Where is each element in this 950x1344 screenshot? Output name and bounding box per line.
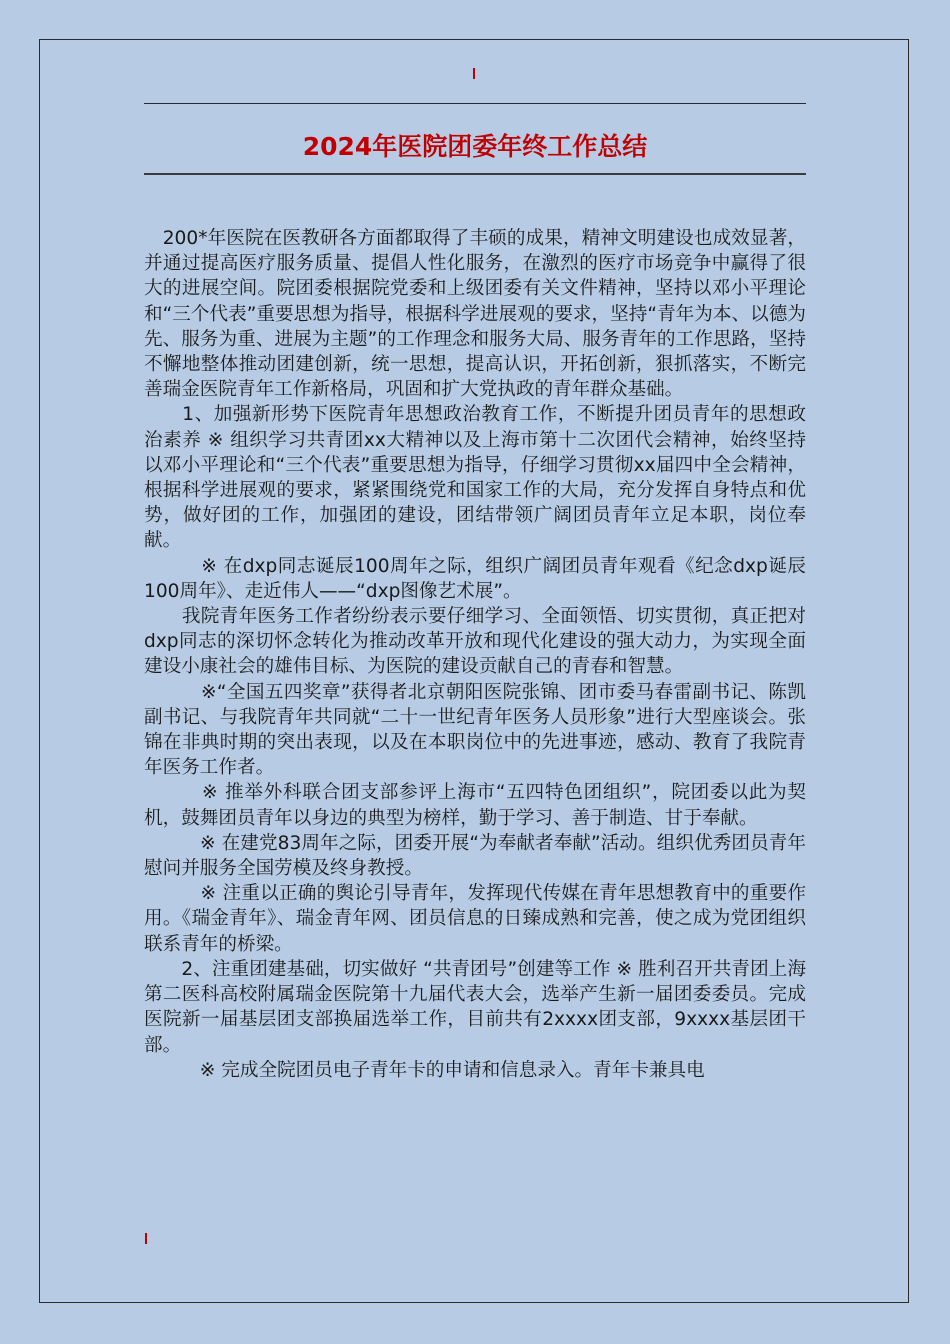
paragraph-section-1: 1、加强新形势下医院青年思想政治教育工作，不断提升团员青年的思想政治素养 ※ 组织学习共青团xx大精神以及上海市第十二次团代会精神，始终坚持以邓小平理论和“三个代表”重要思想为指导，仔细学习贯彻xx届四中全会精神，根据科学进展观的要求，紧紧围绕党和国家工作的大局，充分发挥自身特点和优势，做好团的工作，加强团的建设，团结带领广阔团员青年立足本职，岗位奉献。 <box>144 404 806 552</box>
document-title: 2024年医院团委年终工作总结 <box>302 132 648 161</box>
paragraph-bullet: ※ 推举外科联合团支部参评上海市“五四特色团组织”，院团委以此为契机，鼓舞团员青年以身边的典型为榜样，勤于学习、善于制造、甘于奉献。 <box>144 782 806 829</box>
paragraph-section-2: 2、注重团建基础，切实做好 “共青团号”创建等工作 ※ 胜利召开共青团上海第二医科高校附属瑞金医院第十九届代表大会，选举产生新一届团委委员。完成医院新一届基层团支部换届选举工作，目前共有2xxxx团支部，9xxxx基层团干部。 <box>144 958 806 1056</box>
paragraph-bullet: ※ 注重以正确的舆论引导青年，发挥现代传媒在青年思想教育中的重要作用。《瑞金青年》、瑞金青年网、团员信息的日臻成熟和完善，使之成为党团组织联系青年的桥梁。 <box>144 883 806 955</box>
paragraph-bullet: ※ 完成全院团员电子青年卡的申请和信息录入。青年卡兼具电 <box>144 1059 705 1081</box>
paragraph-bullet: ※“全国五四奖章”获得者北京朝阳医院张锦、团市委马春雷副书记、陈凯副书记、与我院青年共同就“二十一世纪青年医务人员形象”进行大型座谈会。张锦在非典时期的突出表现，以及在本职岗位中的先进事迹，感动、教育了我院青年医务工作者。 <box>144 681 806 779</box>
paragraph-bullet: ※ 在dxp同志诞辰100周年之际，组织广阔团员青年观看《纪念dxp诞辰100周年》、走近伟人——“dxp图像艺术展”。 <box>144 555 806 602</box>
paragraph-bullet: ※ 在建党83周年之际，团委开展“为奉献者奉献”活动。组织优秀团员青年慰问并服务全国劳模及终身教授。 <box>144 832 806 880</box>
paragraph-body: 我院青年医务工作者纷纷表示要仔细学习、全面领悟、切实贯彻，真正把对dxp同志的深切怀念转化为推动改革开放和现代化建设的强大动力，为实现全面建设小康社会的雄伟目标、为医院的建设贡献自己的青春和智慧。 <box>144 606 806 678</box>
title-underline-rule <box>144 173 806 175</box>
header-cursor-mark <box>473 68 475 79</box>
document-body <box>144 226 806 1083</box>
footer-cursor-mark <box>145 1233 147 1244</box>
header-rule <box>144 103 806 104</box>
paragraph-intro: 200*年医院在医教研各方面都取得了丰硕的成果，精神文明建设也成效显著，并通过提高医疗服务质量、提倡人性化服务，在激烈的医疗市场竞争中赢得了很大的进展空间。院团委根据院党委和上级团委有关文件精神，坚持以邓小平理论和“三个代表”重要思想为指导，根据科学进展观的要求，坚持“青年为本、以德为先、服务为重、进展为主题”的工作理念和服务大局、服务青年的工作思路，坚持不懈地整体推动团建创新，统一思想，提高认识，开拓创新，狠抓落实，不断完善瑞金医院青年工作新格局，巩固和扩大党执政的青年群众基础。 <box>144 228 806 401</box>
